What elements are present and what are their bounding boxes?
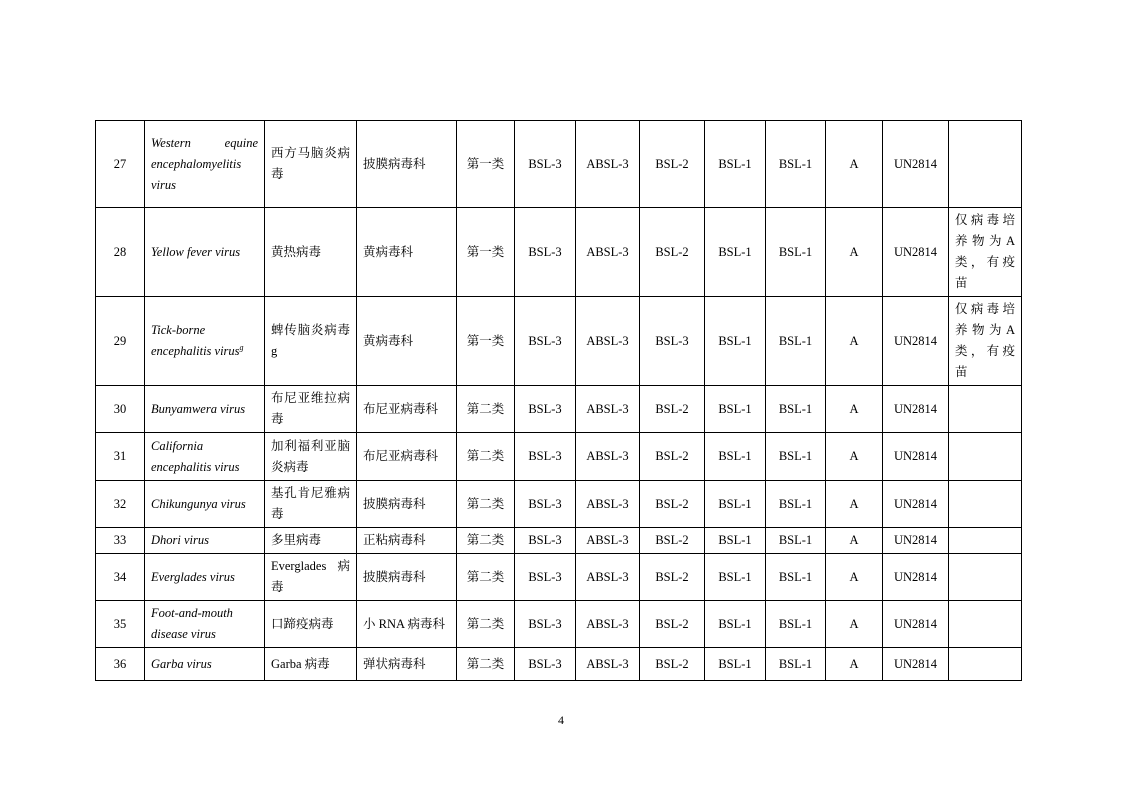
cell-number: 29 [96,297,145,386]
table-row [96,528,1022,554]
cell-note [949,121,1022,208]
cell-number: 28 [96,208,145,297]
cell-noninfectious-lab-level: BSL-1 [766,481,826,528]
cell-culture-lab-level: BSL-3 [515,481,576,528]
cell-animal-lab-level: ABSL-3 [576,121,640,208]
cell-number: 34 [96,554,145,601]
cell-animal-lab-level: ABSL-3 [576,208,640,297]
cell-note: 仅病毒培养物为A类，有疫苗 [949,208,1022,297]
cell-culture-lab-level: BSL-3 [515,648,576,681]
cell-sample-lab-level: BSL-2 [640,433,705,481]
cell-un-number: UN2814 [883,648,949,681]
cell-hazard-category: 第一类 [457,297,515,386]
footnote-marker: g [239,342,244,352]
cell-note [949,601,1022,648]
cell-noninfectious-lab-level: BSL-1 [766,648,826,681]
cell-un-number: UN2814 [883,554,949,601]
cell-un-number: UN2814 [883,528,949,554]
cell-scientific-name: Everglades virus [145,554,265,601]
cell-note: 仅病毒培养物为A类，有疫苗 [949,297,1022,386]
cell-family: 披膜病毒科 [357,121,457,208]
cell-chinese-name: 口蹄疫病毒 [265,601,357,648]
cell-hazard-category: 第二类 [457,528,515,554]
cell-noninfectious-lab-level: BSL-1 [766,528,826,554]
cell-sample-lab-level: BSL-2 [640,554,705,601]
cell-animal-lab-level: ABSL-3 [576,554,640,601]
cell-note [949,433,1022,481]
cell-scientific-name: Yellow fever virus [145,208,265,297]
cell-scientific-name: Chikungunya virus [145,481,265,528]
cell-chinese-name: 黄热病毒 [265,208,357,297]
cell-number: 32 [96,481,145,528]
cell-sample-lab-level: BSL-2 [640,386,705,433]
cell-family: 披膜病毒科 [357,554,457,601]
cell-un-number: UN2814 [883,297,949,386]
cell-inactivated-lab-level: BSL-1 [705,528,766,554]
cell-transport-class: A [826,601,883,648]
cell-animal-lab-level: ABSL-3 [576,433,640,481]
table-row [96,601,1022,648]
table-row [96,121,1022,208]
table-row [96,208,1022,297]
cell-hazard-category: 第一类 [457,208,515,297]
cell-hazard-category: 第二类 [457,481,515,528]
cell-scientific-name: Foot-and-mouth disease virus [145,601,265,648]
cell-scientific-name: Tick-borne encephalitis virus$^g$ [145,297,265,386]
cell-chinese-name: Garba 病毒 [265,648,357,681]
cell-transport-class: A [826,121,883,208]
cell-animal-lab-level: ABSL-3 [576,386,640,433]
cell-number: 36 [96,648,145,681]
cell-sample-lab-level: BSL-2 [640,601,705,648]
cell-family: 布尼亚病毒科 [357,386,457,433]
cell-number: 30 [96,386,145,433]
cell-note [949,386,1022,433]
cell-family: 黄病毒科 [357,297,457,386]
cell-note [949,554,1022,601]
table-row [96,481,1022,528]
cell-number: 35 [96,601,145,648]
cell-animal-lab-level: ABSL-3 [576,648,640,681]
cell-culture-lab-level: BSL-3 [515,386,576,433]
cell-number: 33 [96,528,145,554]
cell-number: 27 [96,121,145,208]
cell-family: 正粘病毒科 [357,528,457,554]
cell-inactivated-lab-level: BSL-1 [705,121,766,208]
cell-hazard-category: 第二类 [457,601,515,648]
cell-noninfectious-lab-level: BSL-1 [766,433,826,481]
cell-chinese-name: 布尼亚维拉病毒 [265,386,357,433]
cell-scientific-name: Garba virus [145,648,265,681]
cell-sample-lab-level: BSL-2 [640,481,705,528]
cell-un-number: UN2814 [883,208,949,297]
cell-sample-lab-level: BSL-2 [640,121,705,208]
cell-culture-lab-level: BSL-3 [515,433,576,481]
cell-culture-lab-level: BSL-3 [515,208,576,297]
cell-note [949,481,1022,528]
cell-animal-lab-level: ABSL-3 [576,297,640,386]
table-row [96,554,1022,601]
cell-noninfectious-lab-level: BSL-1 [766,386,826,433]
cell-family: 布尼亚病毒科 [357,433,457,481]
cell-inactivated-lab-level: BSL-1 [705,481,766,528]
cell-inactivated-lab-level: BSL-1 [705,554,766,601]
table-row [96,297,1022,386]
cell-chinese-name: 西方马脑炎病毒 [265,121,357,208]
pathogen-table [95,120,1022,681]
cell-family: 披膜病毒科 [357,481,457,528]
cell-inactivated-lab-level: BSL-1 [705,433,766,481]
cell-inactivated-lab-level: BSL-1 [705,297,766,386]
cell-un-number: UN2814 [883,433,949,481]
cell-sample-lab-level: BSL-2 [640,208,705,297]
cell-inactivated-lab-level: BSL-1 [705,601,766,648]
cell-transport-class: A [826,481,883,528]
cell-scientific-name: California encephalitis virus [145,433,265,481]
cell-culture-lab-level: BSL-3 [515,601,576,648]
cell-inactivated-lab-level: BSL-1 [705,386,766,433]
cell-un-number: UN2814 [883,121,949,208]
cell-animal-lab-level: ABSL-3 [576,481,640,528]
cell-un-number: UN2814 [883,386,949,433]
cell-transport-class: A [826,433,883,481]
cell-hazard-category: 第二类 [457,433,515,481]
page-number: 4 [558,713,564,727]
cell-inactivated-lab-level: BSL-1 [705,208,766,297]
cell-culture-lab-level: BSL-3 [515,121,576,208]
cell-transport-class: A [826,528,883,554]
cell-culture-lab-level: BSL-3 [515,528,576,554]
cell-animal-lab-level: ABSL-3 [576,601,640,648]
cell-chinese-name: 基孔肯尼雅病毒 [265,481,357,528]
cell-family: 弹状病毒科 [357,648,457,681]
cell-hazard-category: 第一类 [457,121,515,208]
cell-transport-class: A [826,297,883,386]
cell-chinese-name: 加利福利亚脑炎病毒 [265,433,357,481]
cell-transport-class: A [826,386,883,433]
cell-scientific-name: Dhori virus [145,528,265,554]
cell-scientific-name: Western equine encephalomyelitis virus [145,121,265,208]
cell-sample-lab-level: BSL-2 [640,528,705,554]
cell-scientific-name: Bunyamwera virus [145,386,265,433]
cell-transport-class: A [826,208,883,297]
cell-note [949,648,1022,681]
cell-transport-class: A [826,648,883,681]
cell-noninfectious-lab-level: BSL-1 [766,208,826,297]
cell-sample-lab-level: BSL-3 [640,297,705,386]
cell-noninfectious-lab-level: BSL-1 [766,601,826,648]
cell-hazard-category: 第二类 [457,648,515,681]
cell-un-number: UN2814 [883,481,949,528]
cell-un-number: UN2814 [883,601,949,648]
cell-family: 小 RNA 病毒科 [357,601,457,648]
cell-hazard-category: 第二类 [457,386,515,433]
cell-inactivated-lab-level: BSL-1 [705,648,766,681]
cell-culture-lab-level: BSL-3 [515,297,576,386]
cell-culture-lab-level: BSL-3 [515,554,576,601]
table-row [96,648,1022,681]
cell-number: 31 [96,433,145,481]
table-row [96,433,1022,481]
cell-hazard-category: 第二类 [457,554,515,601]
cell-noninfectious-lab-level: BSL-1 [766,554,826,601]
cell-chinese-name: 多里病毒 [265,528,357,554]
cell-family: 黄病毒科 [357,208,457,297]
cell-sample-lab-level: BSL-2 [640,648,705,681]
cell-noninfectious-lab-level: BSL-1 [766,297,826,386]
table-row [96,386,1022,433]
cell-transport-class: A [826,554,883,601]
cell-animal-lab-level: ABSL-3 [576,528,640,554]
cell-noninfectious-lab-level: BSL-1 [766,121,826,208]
cell-chinese-name: Everglades 病毒 [265,554,357,601]
cell-chinese-name: 蜱传脑炎病毒 g [265,297,357,386]
cell-note [949,528,1022,554]
